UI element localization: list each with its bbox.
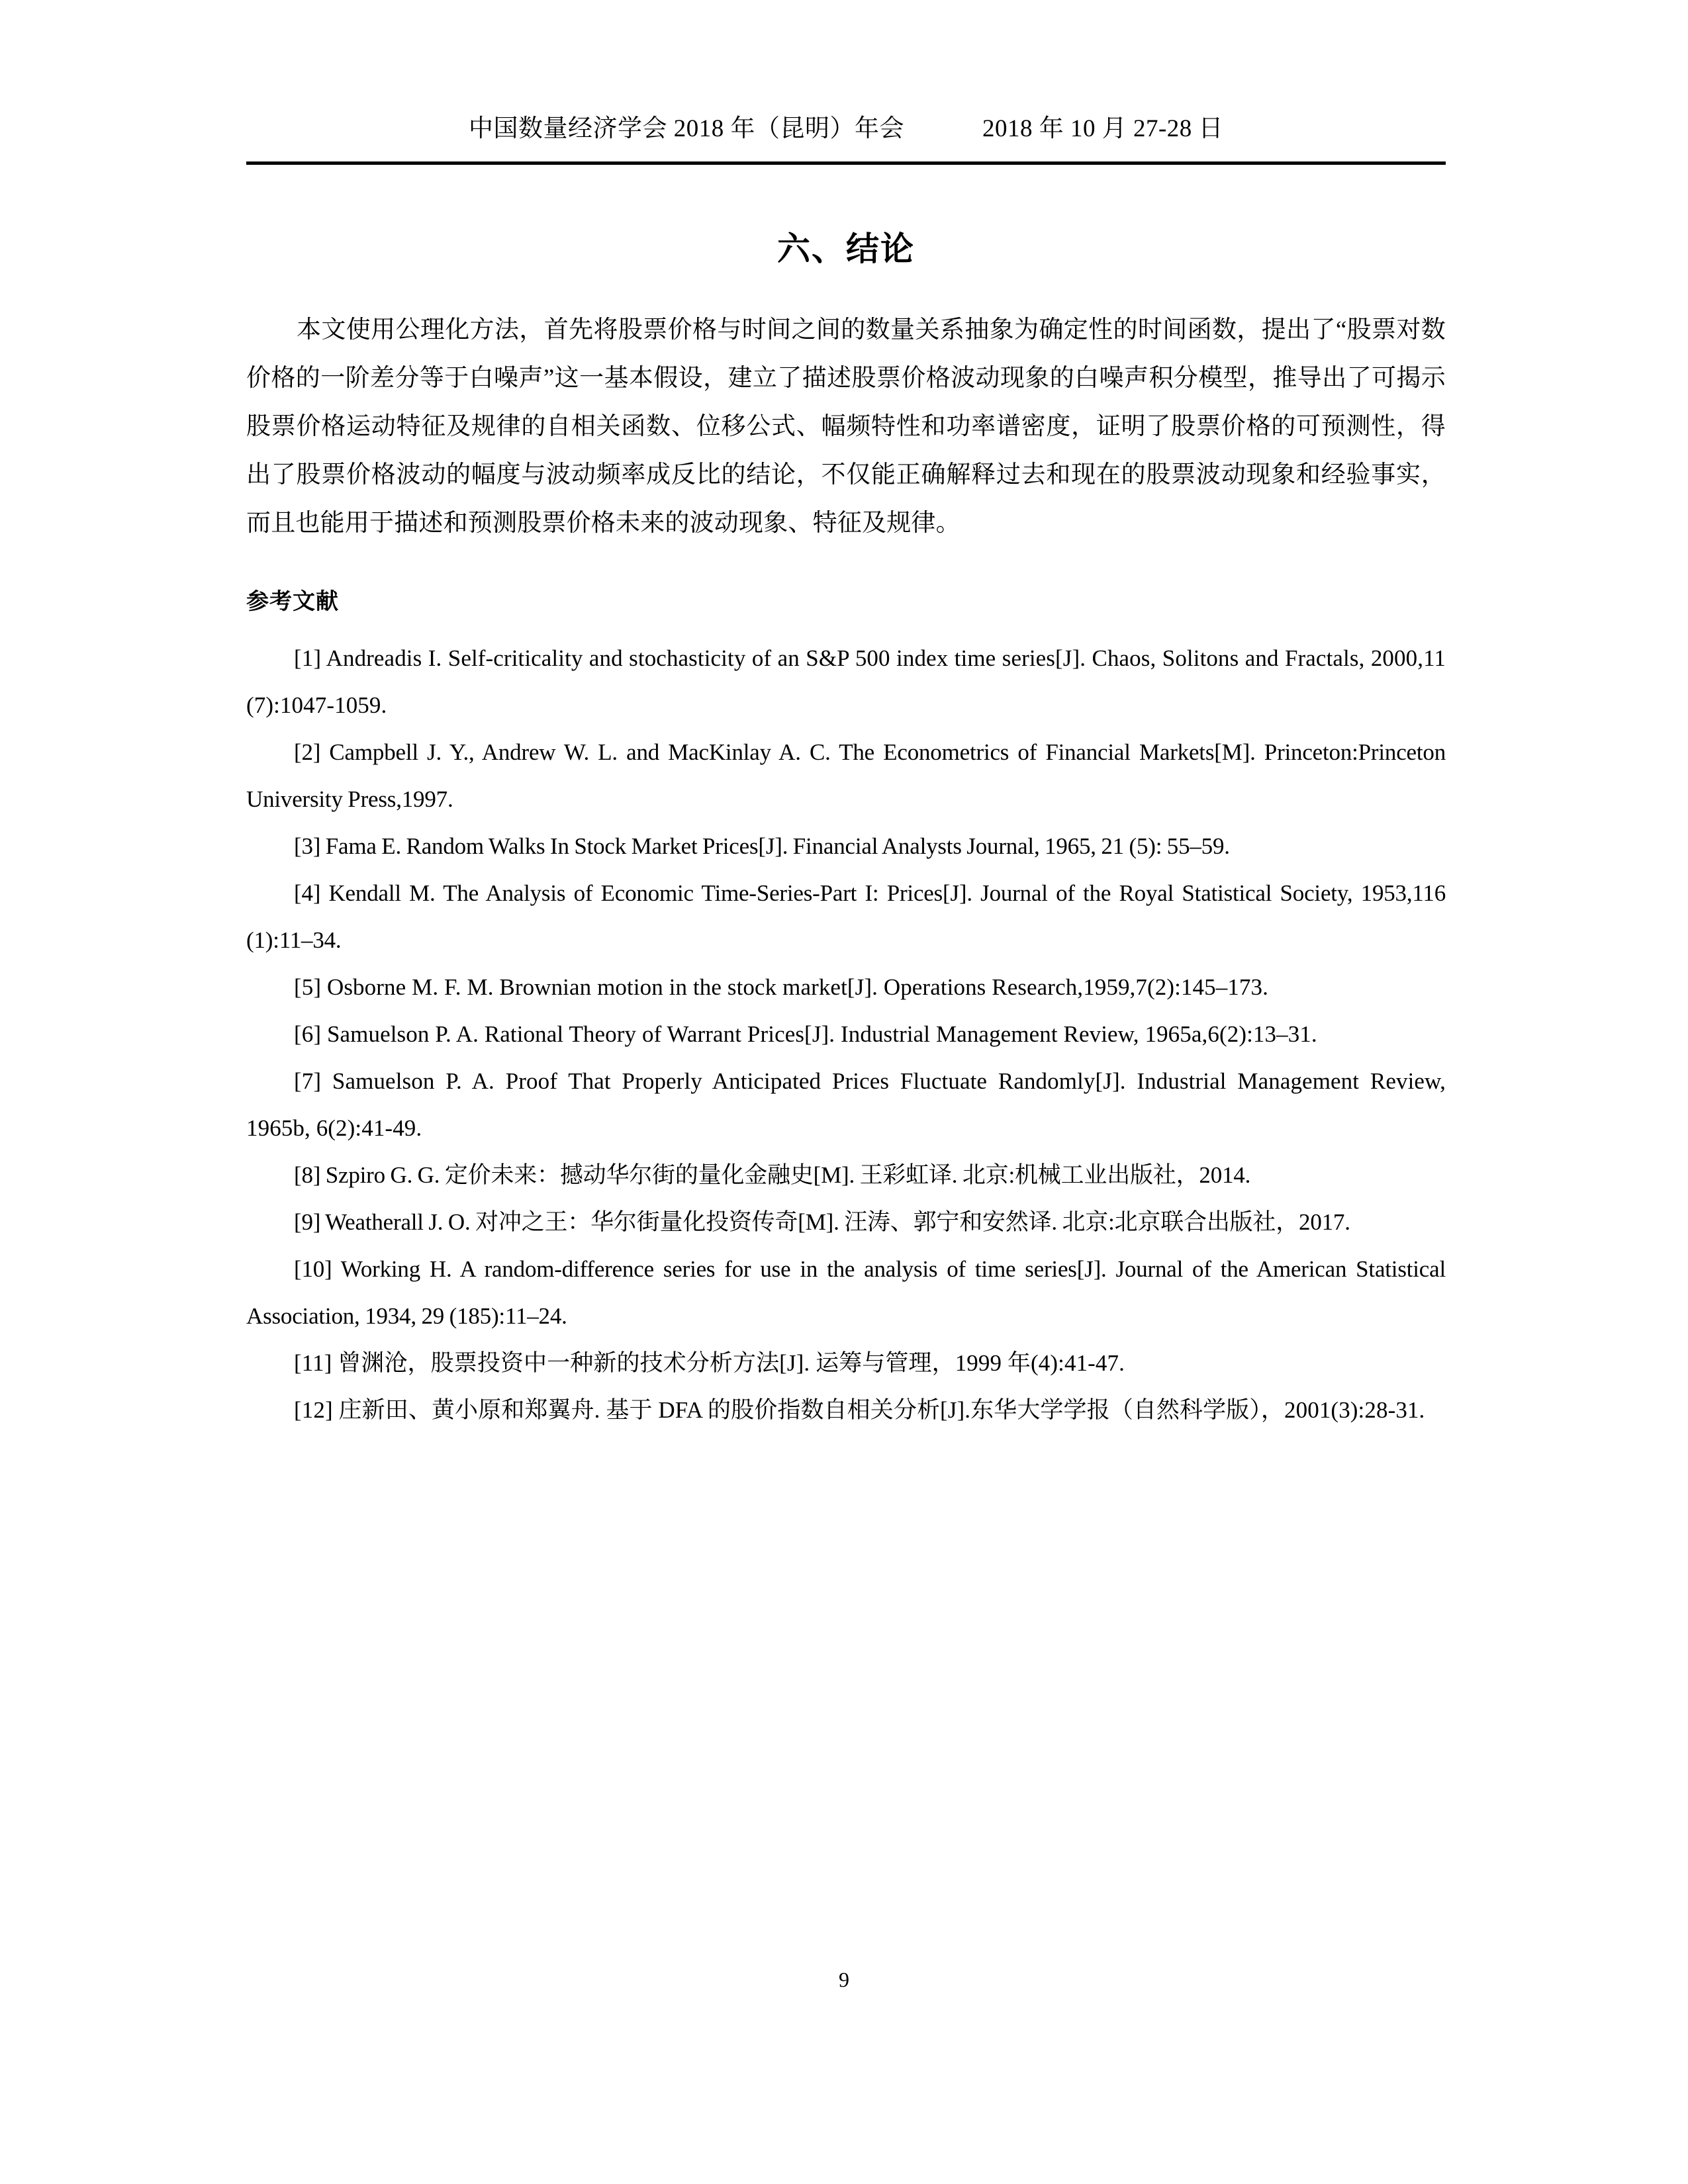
page-content [246, 0, 1446, 1433]
reference-item: [10] Working H. A random-difference series for use in the analysis of time series[J]. Journal of the American Statistical Association, 1934, 29 (185):11–24. [246, 1256, 1446, 1330]
reference-item: [8] Szpiro G. G. 定价未来：撼动华尔街的量化金融史[M]. 王彩虹译. 北京:机械工业出版社，2014. [294, 1162, 1251, 1189]
page-number: 9 [839, 1968, 849, 1991]
reference-item: [5] Osborne M. F. M. Brownian motion in the stock market[J]. Operations Research,1959,7(2):145–173. [294, 974, 1268, 1001]
reference-item: [11] 曾渊沧，股票投资中一种新的技术分析方法[J]. 运筹与管理，1999 年(4):41-47. [294, 1350, 1125, 1377]
reference-item: [12] 庄新田、黄小原和郑翼舟. 基于 DFA 的股价指数自相关分析[J].东华大学学报（自然科学版），2001(3):28-31. [294, 1397, 1425, 1424]
header-conference-date: 2018 年 10 月 27-28 日 [982, 115, 1224, 142]
reference-item: [1] Andreadis I. Self-criticality and stochasticity of an S&P 500 index time series[J]. Chaos, Solitons and Fractals, 2000,11 (7):1047-1059. [246, 645, 1446, 719]
reference-item: [2] Campbell J. Y., Andrew W. L. and MacKinlay A. C. The Econometrics of Financial Markets[M]. Princeton:Princeton University Press,1997. [246, 739, 1446, 813]
running-header-inner [246, 116, 1446, 141]
references-list [246, 635, 1446, 1433]
reference-item: [4] Kendall M. The Analysis of Economic Time-Series-Part I: Prices[J]. Journal of the Royal Statistical Society, 1953,116 (1):11–34. [246, 880, 1446, 954]
conclusion-paragraph: 本文使用公理化方法，首先将股票价格与时间之间的数量关系抽象为确定性的时间函数，提出了“股票对数价格的一阶差分等于白噪声”这一基本假设，建立了描述股票价格波动现象的白噪声积分模型，推导出了可揭示股票价格运动特征及规律的自相关函数、位移公式、幅频特性和功率谱密度，证明了股票价格的可预测性，得出了股票价格波动的幅度与波动频率成反比的结论，不仅能正确解释过去和现在的股票波动现象和经验事实，而且也能用于描述和预测股票价格未来的波动现象、特征及规律。 [246, 316, 1446, 537]
reference-item: [9] Weatherall J. O. 对冲之王：华尔街量化投资传奇[M]. 汪涛、郭宁和安然译. 北京:北京联合出版社，2017. [294, 1209, 1350, 1236]
section-title: 六、结论 [777, 230, 915, 267]
reference-item: [3] Fama E. Random Walks In Stock Market Prices[J]. Financial Analysts Journal, 1965, 21 (5): 55–59. [294, 833, 1230, 860]
header-conference-name: 中国数量经济学会 2018 年（昆明）年会 [468, 115, 904, 142]
references-heading: 参考文献 [246, 589, 339, 614]
header-divider-rule [246, 161, 1446, 165]
reference-item: [6] Samuelson P. A. Rational Theory of Warrant Prices[J]. Industrial Management Review, 1965a,6(2):13–31. [294, 1021, 1317, 1048]
running-header [246, 0, 1446, 163]
reference-item: [7] Samuelson P. A. Proof That Properly Anticipated Prices Fluctuate Randomly[J]. Industrial Management Review, 1965b, 6(2):41-49. [246, 1068, 1446, 1142]
